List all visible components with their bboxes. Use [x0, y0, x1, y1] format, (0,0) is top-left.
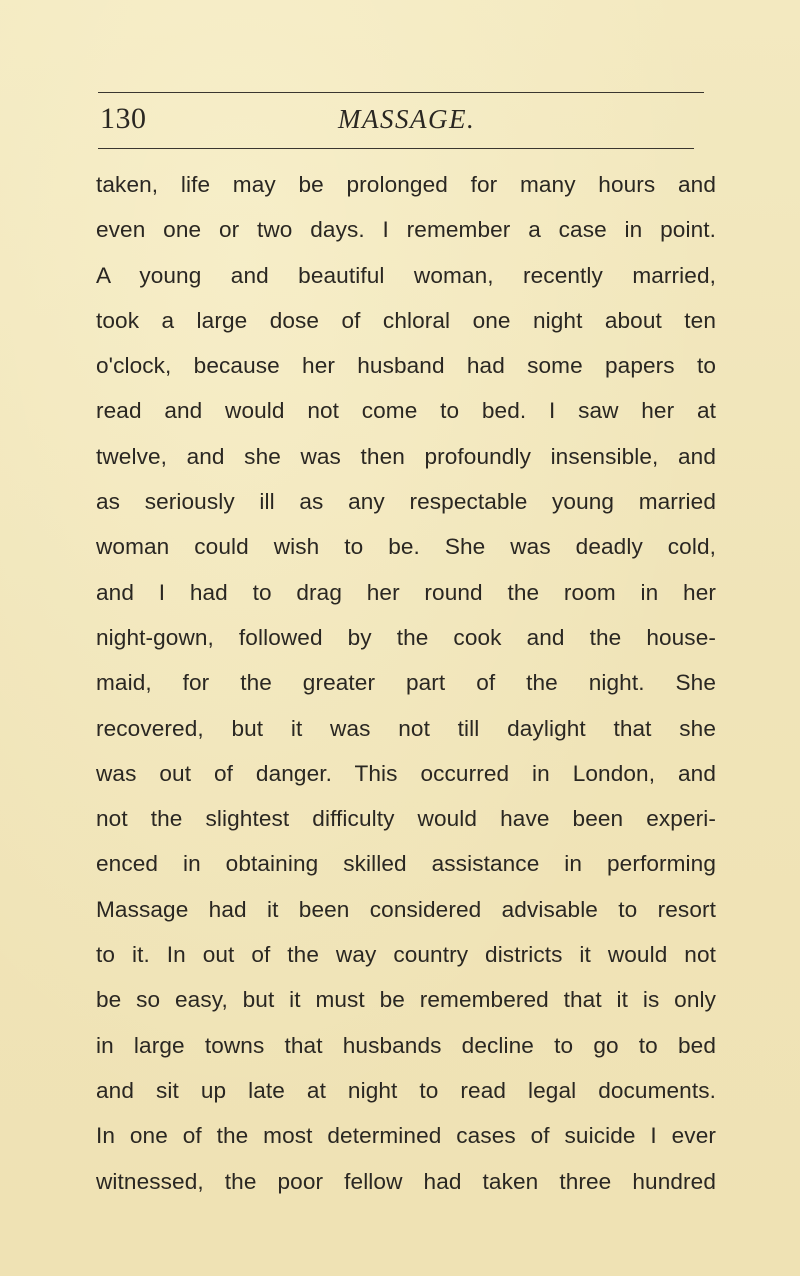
text-line: twelve, and she was then profoundly insensible, and — [96, 443, 716, 469]
text-line: night-gown, followed by the cook and the house- — [96, 624, 716, 650]
text-line: even one or two days. I remember a case in point. — [96, 217, 716, 243]
text-line: to it. In out of the way country districts it would not — [96, 942, 716, 968]
text-line: read and would not come to bed. I saw her at — [96, 398, 716, 424]
text-line: not the slightest difficulty would have been experi- — [96, 806, 716, 832]
text-line: witnessed, the poor fellow had taken three hundred — [96, 1168, 716, 1194]
text-line: as seriously ill as any respectable young married — [96, 489, 716, 515]
text-line: recovered, but it was not till daylight that she — [96, 715, 716, 741]
page-number: 130 — [100, 102, 147, 135]
header-rule-bottom — [98, 148, 694, 149]
text-line: and sit up late at night to read legal documents. — [96, 1077, 716, 1103]
text-line: in large towns that husbands decline to go to bed — [96, 1032, 716, 1058]
text-line: enced in obtaining skilled assistance in performing — [96, 851, 716, 877]
text-line: took a large dose of chloral one night about ten — [96, 307, 716, 333]
text-line: o'clock, because her husband had some papers to — [96, 353, 716, 379]
running-head: MASSAGE. — [338, 104, 476, 134]
text-line: Massage had it been considered advisable to resort — [96, 896, 716, 922]
text-line: be so easy, but it must be remembered that it is only — [96, 987, 716, 1013]
text-line: was out of danger. This occurred in London, and — [96, 760, 716, 786]
body-text — [96, 162, 716, 1204]
text-line: and I had to drag her round the room in her — [96, 579, 716, 605]
text-line: In one of the most determined cases of suicide I ever — [96, 1123, 716, 1149]
text-line: woman could wish to be. She was deadly cold, — [96, 534, 716, 560]
text-line: maid, for the greater part of the night. She — [96, 670, 716, 696]
header-rule-top — [98, 92, 704, 93]
page-header — [98, 100, 704, 144]
text-line: A young and beautiful woman, recently married, — [96, 262, 716, 288]
text-line: taken, life may be prolonged for many hours and — [96, 172, 716, 197]
